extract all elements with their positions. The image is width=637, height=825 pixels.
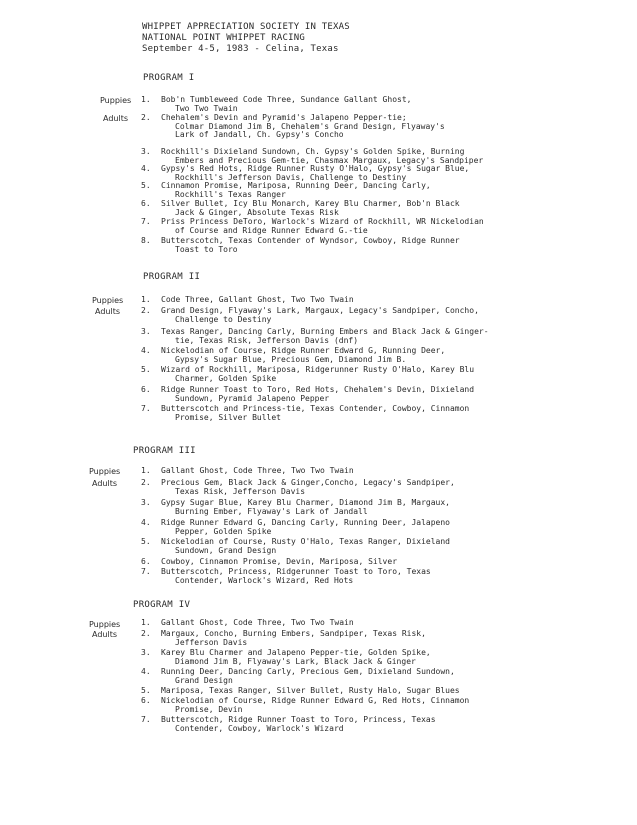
placement-dogs [161, 558, 397, 567]
placement-dogs [161, 114, 445, 140]
entry-line: Ridge Runner Toast to Toro, Red Hots, Chehalem's Devin, Dixieland [161, 385, 475, 394]
placement-number: 7. [141, 715, 151, 724]
entry-line: Jack & Ginger, Absolute Texas Risk [175, 207, 339, 217]
program-title: PROGRAM I [143, 73, 195, 83]
entry-line: Wizard of Rockhill, Mariposa, Ridgerunner Rusty O'Halo, Karey Blu [161, 365, 475, 374]
event-title: NATIONAL POINT WHIPPET RACING [142, 33, 305, 43]
placement-number: 5. [141, 686, 151, 695]
entry-line: Butterscotch, Princess, Ridgerunner Toast to Toro, Texas [161, 567, 431, 576]
placement-dogs [161, 519, 450, 536]
placement-dogs [161, 296, 354, 305]
placement-dogs [161, 649, 431, 666]
entry-line: Grand Design, Flyaway's Lark, Margaux, Legacy's Sandpiper, Concho, [161, 306, 479, 315]
placement-dogs [161, 96, 411, 113]
placement-number: 8. [141, 236, 151, 245]
placement-number: 6. [141, 385, 151, 394]
entry-line: Embers and Precious Gem-tie, Chasmax Margaux, Legacy's Sandpiper [175, 155, 484, 165]
entry-line: Cinnamon Promise, Mariposa, Running Deer, Dancing Carly, [161, 181, 431, 190]
entry-line: Charmer, Golden Spike [175, 373, 277, 383]
placement-number: 6. [141, 696, 151, 705]
entry-line: Jefferson Davis [175, 637, 248, 647]
entry-line: Priss Princess DeToro, Warlock's Wizard of Rockhill, WR Nickelodian [161, 217, 484, 226]
entry-line: Contender, Cowboy, Warlock's Wizard [175, 723, 344, 733]
puppies-label: Puppies [100, 96, 132, 105]
entry-line: Nickelodian of Course, Rusty O'Halo, Texas Ranger, Dixieland [161, 537, 450, 546]
placement-number: 6. [141, 557, 151, 566]
entry-line: Butterscotch, Texas Contender of Wyndsor, Cowboy, Ridge Runner [161, 236, 460, 245]
entry-line: tie, Texas Risk, Jefferson Davis (dnf) [175, 335, 359, 345]
placement-dogs [161, 619, 354, 628]
entry-line: Ridge Runner Edward G, Dancing Carly, Running Deer, Jalapeno [161, 518, 450, 527]
placement-dogs [161, 148, 483, 165]
placement-number: 7. [141, 217, 151, 226]
entry-line: Burning Ember, Flyaway's Lark of Jandall [175, 506, 368, 516]
entry-line: Margaux, Concho, Burning Embers, Sandpiper, Texas Risk, [161, 629, 426, 638]
placement-number: 5. [141, 537, 151, 546]
placement-number: 5. [141, 365, 151, 374]
entry-line: Texas Ranger, Dancing Carly, Burning Embers and Black Jack & Ginger- [161, 327, 489, 336]
entry-line: Gypsy's Sugar Blue, Precious Gem, Diamond Jim B. [175, 354, 407, 364]
program-title: PROGRAM II [143, 272, 201, 282]
entry-line: Colmar Diamond Jim B, Chehalem's Grand Design, Flyaway's [175, 121, 445, 131]
entry-line: Gypsy's Red Hots, Ridge Runner Rusty O'Halo, Gypsy's Sugar Blue, [161, 164, 470, 173]
adults-label: Adults [103, 114, 129, 123]
placement-dogs [161, 499, 450, 516]
entry-line: Promise, Devin [175, 704, 243, 714]
puppies-label: Puppies [89, 467, 121, 476]
placement-number: 1. [141, 295, 151, 304]
placement-number: 4. [141, 164, 151, 173]
adults-label: Adults [92, 479, 118, 488]
entry-line: Rockhill's Dixieland Sundown, Ch. Gypsy's Golden Spike, Burning [161, 147, 465, 156]
entry-line: Sundown, Grand Design [175, 545, 277, 555]
document-header [142, 22, 350, 55]
event-date-location: September 4-5, 1983 - Celina, Texas [142, 44, 339, 54]
entry-line: Karey Blu Charmer and Jalapeno Pepper-tie, Golden Spike, [161, 648, 431, 657]
placement-number: 6. [141, 199, 151, 208]
puppies-label: Puppies [92, 296, 124, 305]
placement-dogs [161, 182, 431, 199]
entry-line: Nickelodian of Course, Ridge Runner Edward G, Red Hots, Cinnamon [161, 696, 470, 705]
placement-number: 3. [141, 648, 151, 657]
placement-number: 4. [141, 346, 151, 355]
placement-number: 5. [141, 181, 151, 190]
placement-dogs [161, 467, 354, 476]
placement-dogs [161, 716, 436, 733]
placement-number: 3. [141, 147, 151, 156]
placement-dogs [161, 630, 426, 647]
placement-number: 1. [141, 466, 151, 475]
placement-dogs [161, 328, 489, 345]
entry-line: Contender, Warlock's Wizard, Red Hots [175, 575, 354, 585]
placement-dogs [161, 668, 455, 685]
placement-dogs [161, 568, 431, 585]
placement-dogs [161, 386, 474, 403]
placement-number: 1. [141, 95, 151, 104]
entry-line: Grand Design [175, 675, 233, 685]
entry-line: Challenge to Destiny [175, 314, 272, 324]
placement-number: 2. [141, 113, 151, 122]
entry-line: of Course and Ridge Runner Edward G.-tie [175, 225, 368, 235]
entry-line: Precious Gem, Black Jack & Ginger,Concho, Legacy's Sandpiper, [161, 478, 455, 487]
entry-line: Rockhill's Texas Ranger [175, 189, 286, 199]
entry-line: Diamond Jim B, Flyaway's Lark, Black Jack & Ginger [175, 656, 416, 666]
adults-label: Adults [95, 307, 121, 316]
entry-line: Lark of Jandall, Ch. Gypsy's Concho [175, 130, 344, 140]
placement-number: 1. [141, 618, 151, 627]
entry-line: Toast to Toro [175, 244, 238, 254]
placement-dogs [161, 366, 474, 383]
placement-dogs [161, 405, 469, 422]
placement-number: 4. [141, 667, 151, 676]
placement-number: 7. [141, 404, 151, 413]
program-title: PROGRAM III [133, 446, 196, 456]
placement-number: 3. [141, 498, 151, 507]
entry-line: Rockhill's Jefferson Davis, Challenge to Destiny [175, 172, 407, 182]
placement-number: 2. [141, 629, 151, 638]
placement-dogs [161, 307, 479, 324]
entry-line: Gypsy Sugar Blue, Karey Blu Charmer, Diamond Jim B, Margaux, [161, 498, 450, 507]
entry-line: Sundown, Pyramid Jalapeno Pepper [175, 393, 330, 403]
society-title: WHIPPET APPRECIATION SOCIETY IN TEXAS [142, 22, 350, 32]
entry-line: Gallant Ghost, Code Three, Two Two Twain [161, 466, 354, 475]
entry-line: Running Deer, Dancing Carly, Precious Gem, Dixieland Sundown, [161, 667, 455, 676]
placement-dogs [161, 218, 484, 235]
entry-line: Pepper, Golden Spike [175, 526, 272, 536]
placement-number: 2. [141, 478, 151, 487]
entry-line: Promise, Silver Bullet [175, 412, 281, 422]
entry-line: Butterscotch, Ridge Runner Toast to Toro, Princess, Texas [161, 715, 436, 724]
entry-line: Bob'n Tumbleweed Code Three, Sundance Gallant Ghost, [161, 95, 412, 104]
entry-line: Gallant Ghost, Code Three, Two Two Twain [161, 618, 354, 627]
entry-line: Two Two Twain [175, 103, 238, 113]
placement-dogs [161, 165, 469, 182]
adults-label: Adults [92, 630, 118, 639]
entry-line: Chehalem's Devin and Pyramid's Jalapeno Pepper-tie; [161, 113, 407, 122]
program-title: PROGRAM IV [133, 600, 191, 610]
placement-dogs [161, 687, 460, 696]
entry-line: Code Three, Gallant Ghost, Two Two Twain [161, 295, 354, 304]
placement-dogs [161, 200, 460, 217]
placement-number: 3. [141, 327, 151, 336]
entry-line: Cowboy, Cinnamon Promise, Devin, Mariposa, Silver [161, 557, 398, 566]
entry-line: Silver Bullet, Icy Blu Monarch, Karey Blu Charmer, Bob'n Black [161, 199, 460, 208]
entry-line: Texas Risk, Jefferson Davis [175, 486, 306, 496]
placement-dogs [161, 479, 455, 496]
placement-number: 4. [141, 518, 151, 527]
puppies-label: Puppies [89, 620, 121, 629]
placement-dogs [161, 237, 460, 254]
entry-line: Butterscotch and Princess-tie, Texas Contender, Cowboy, Cinnamon [161, 404, 470, 413]
placement-dogs [161, 347, 445, 364]
entry-line: Mariposa, Texas Ranger, Silver Bullet, Rusty Halo, Sugar Blues [161, 686, 460, 695]
placement-number: 7. [141, 567, 151, 576]
placement-number: 2. [141, 306, 151, 315]
entry-line: Nickelodian of Course, Ridge Runner Edward G, Running Deer, [161, 346, 446, 355]
placement-dogs [161, 697, 469, 714]
placement-dogs [161, 538, 450, 555]
